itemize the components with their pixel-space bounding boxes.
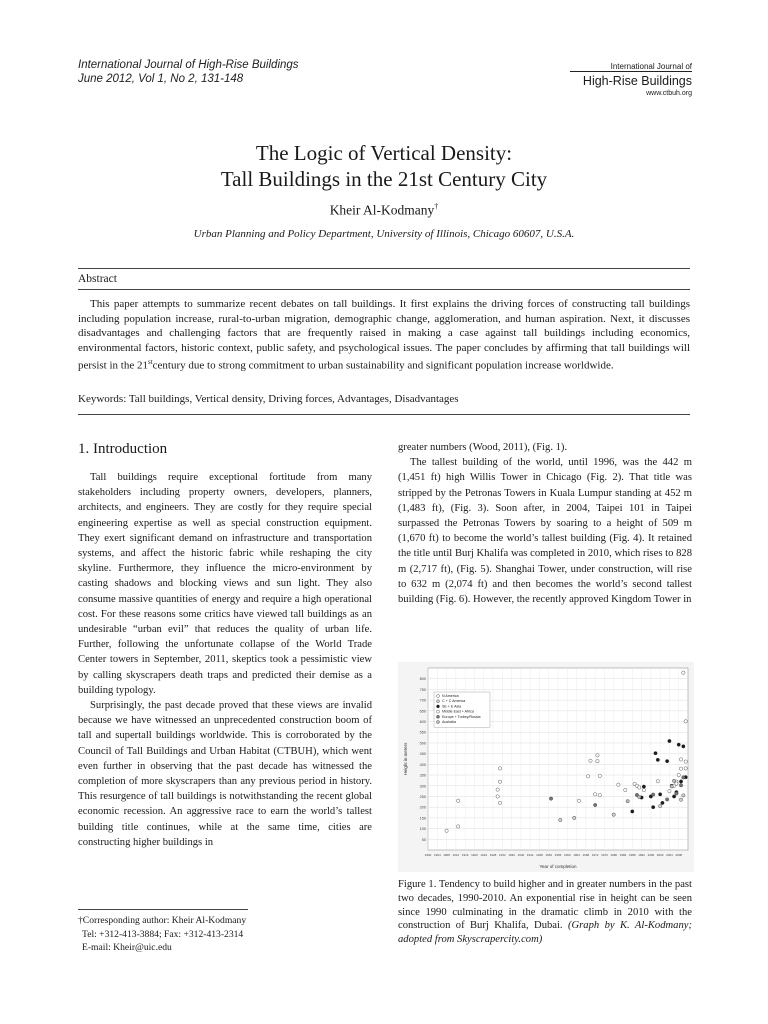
footnote-phone: Tel: +312-413-3884; Fax: +312-413-2314 (82, 928, 244, 940)
journal-logo (570, 58, 692, 97)
x-tick-label: 1972 (591, 853, 599, 857)
y-tick-label: 250 (419, 794, 426, 799)
legend-marker (437, 705, 440, 708)
data-point (617, 783, 620, 786)
keywords-rule (78, 414, 690, 415)
y-tick-label: 800 (419, 677, 426, 682)
data-point (559, 818, 562, 821)
logo-small-text: International Journal of (610, 62, 692, 71)
data-point (658, 804, 661, 807)
data-point (684, 720, 687, 723)
y-tick-label: 500 (419, 741, 426, 746)
data-point (668, 789, 671, 792)
x-tick-label: 1976 (601, 853, 608, 857)
y-tick-label: 650 (419, 709, 426, 714)
y-tick-label: 550 (419, 730, 426, 735)
section-heading-introduction: 1. Introduction (78, 441, 168, 457)
data-point (612, 813, 615, 816)
x-tick-label: 1932 (498, 853, 506, 857)
figure-1-chart (398, 662, 694, 872)
data-point (498, 780, 501, 783)
data-point (684, 760, 687, 763)
keywords: Keywords: Tall buildings, Vertical density, Driving forces, Advantages, Disadvantages (78, 393, 459, 405)
x-tick-label: 1984 (619, 853, 627, 857)
title-line-2: Tall Buildings in the 21st Century City (220, 167, 548, 191)
data-point (651, 793, 654, 796)
x-tick-label: 1944 (526, 853, 534, 857)
x-tick-label: 1908 (443, 853, 450, 857)
data-point (672, 795, 675, 798)
intro-paragraph-2-continued: greater numbers (Wood, 2011), (Fig. 1). (398, 442, 568, 453)
figure-caption (398, 878, 692, 947)
data-point (593, 793, 596, 796)
data-point (498, 767, 501, 770)
x-tick-label: 1952 (545, 853, 553, 857)
data-point (679, 798, 682, 801)
journal-citation (78, 58, 299, 86)
caption-text: Figure 1. Tendency to build higher and in greater numbers in the past two decades, 1990-2010. An exponential rise in height can be seen since 1990 culminating in the dramatic climb in 2010 with the construction of Burj Khalifa, Dubai. (398, 879, 692, 932)
data-point (675, 782, 678, 785)
x-axis-label: Year of completion (539, 864, 577, 869)
logo-rule (570, 71, 692, 72)
data-point (642, 785, 645, 788)
abstract-body (78, 297, 690, 374)
paper-title (78, 140, 690, 192)
legend-marker (437, 695, 440, 698)
data-point (624, 788, 627, 791)
data-point (682, 671, 685, 674)
data-point (642, 788, 645, 791)
abstract-heading: Abstract (78, 273, 117, 285)
data-point (496, 795, 499, 798)
data-point (679, 758, 682, 761)
y-tick-label: 150 (419, 816, 426, 821)
data-point (598, 793, 601, 796)
data-point (651, 805, 654, 808)
legend-label: Middle East + Africa (442, 709, 474, 714)
footnotes (78, 914, 246, 955)
abstract-top-rule (78, 268, 690, 269)
logo-main-text: High-Rise Buildings (582, 74, 692, 88)
x-tick-label: 2004 (666, 853, 673, 857)
y-tick-label: 700 (419, 698, 426, 703)
data-point (682, 794, 685, 797)
data-point (456, 825, 459, 828)
x-tick-label: 1992 (638, 853, 645, 857)
data-point (456, 799, 459, 802)
data-point (496, 788, 499, 791)
data-point (665, 759, 668, 762)
data-point (445, 829, 448, 832)
legend-label: Australia (442, 720, 456, 724)
author-mark: † (434, 202, 439, 211)
y-tick-label: 300 (419, 784, 426, 789)
intro-paragraph-1: Tall buildings require exceptional fortitude from many stakeholders including property owners, developers, planners, architects, and engineers. They are costly for they require special engineering expertise as well as special construction equipment. They exert significant demand on infrastructure and transportation systems, and affect the historic fabric while reshaping the city skyline. Furthermore, they influence the micro-environment by casting shadows and blocking views and sun light. They also consume massive quantities of energy and require a high operational cost. For these reasons some critics have viewed tall buildings as an undesirable “urban evil” that reduces the quality of urban life. Further, following the unfortunate collapse of the World Trade Center towers in September, 2011, skeptics took a pessimistic view by calling skyscrapers death traps and predicted their demise as a building typology. (78, 472, 372, 696)
y-tick-label: 750 (419, 687, 426, 692)
footnote-rule (78, 909, 248, 910)
legend-label: N America (442, 694, 459, 698)
y-tick-label: 400 (419, 762, 426, 767)
x-tick-label: 1968 (582, 853, 590, 857)
y-axis-label: Height in meters (403, 742, 408, 776)
data-point (498, 801, 501, 804)
x-tick-label: 1960 (563, 853, 571, 857)
data-point (661, 801, 664, 804)
affiliation: Urban Planning and Policy Department, University of Illinois, Chicago 60607, U.S.A. (193, 228, 575, 240)
data-point (596, 759, 599, 762)
y-tick-label: 450 (419, 752, 426, 757)
caption-credit: (Graph by K. Al-Kodmany; adopted from Skyscrapercity.com) (398, 920, 692, 946)
y-tick-label: 200 (419, 805, 426, 810)
data-point (549, 797, 552, 800)
data-point (626, 799, 629, 802)
y-tick-label: 100 (419, 827, 426, 832)
y-tick-label: 50 (421, 837, 426, 842)
x-tick-label: 1936 (508, 853, 515, 857)
legend-marker (437, 715, 440, 718)
data-point (589, 759, 592, 762)
x-tick-label: 1980 (610, 853, 618, 857)
x-tick-label: 1916 (461, 853, 469, 857)
data-point (593, 803, 596, 806)
x-tick-label: 1948 (536, 853, 543, 857)
right-column (398, 440, 692, 607)
x-tick-label: 1924 (480, 853, 488, 857)
data-point (638, 795, 641, 798)
data-point (631, 810, 634, 813)
x-tick-label: 1996 (647, 853, 655, 857)
x-tick-label: 1964 (573, 853, 580, 857)
abstract-text-a: This paper attempts to summarize recent debates on tall buildings. It first explains the driving forces of constructing tall buildings including population increase, rural-to-urban migration, demographic change, agglomeration, and human aspiration. Next, it discusses disadvantages and challenging factors that are frequently raised in making a case against tall buildings including economics, environmental factors, historic context, public safety, and psychological issues. The paper concludes by affirming that tall buildings will persist in the 21 (78, 298, 690, 373)
left-column (78, 470, 372, 850)
abstract-sup: st (147, 358, 153, 367)
footnote-email: E-mail: Kheir@uic.edu (82, 942, 172, 953)
data-point (675, 792, 678, 795)
data-point (573, 816, 576, 819)
data-point (665, 798, 668, 801)
abstract-head-rule (78, 289, 690, 290)
title-line-1: The Logic of Vertical Density: (255, 141, 513, 165)
legend-marker (437, 700, 440, 703)
y-tick-label: 600 (419, 720, 426, 725)
data-point (672, 779, 675, 782)
issue-info: June 2012, Vol 1, No 2, 131-148 (78, 73, 244, 85)
intro-paragraph-2: Surprisingly, the past decade proved that these views are invalid because we have witnessed an unprecedented construction boom of tall and supertall buildings worldwide. This is corroborated by the Council of Tall Buildings and Urban Habitat (CTBUH), which went even further in observing that the past decade has witnessed the completion of more skyscrapers than any previous period in history. This resurgence of tall buildings is notwithstanding the recent global economic recession. An aggressive race to earn the world’s tallest building title continues, while at the same time, cities are constructing higher buildings in (78, 700, 372, 848)
legend-marker (437, 710, 440, 713)
data-point (679, 767, 682, 770)
journal-name: International Journal of High-Rise Buildings (78, 59, 299, 71)
legend-label: SE + E Asia (442, 704, 462, 709)
data-point (668, 739, 671, 742)
x-tick-label: 1904 (433, 853, 441, 857)
legend-label: C + C America (442, 699, 466, 704)
x-tick-label: 1940 (517, 853, 525, 857)
legend-label: Europe + Turkey/Russia (442, 714, 481, 719)
legend-marker (437, 721, 440, 724)
abstract-text-b: century due to strong commitment to urban sustainability and significant population increase worldwide. (152, 360, 614, 373)
intro-paragraph-3: The tallest building of the world, until 1996, was the 442 m (1,451 ft) high Willis Tower in Chicago (Fig. 2). That title was stripped by the Petronas Towers in Kuala Lumpur standing at 452 m (1,483 ft), (Fig. 3). Soon after, in 2004, Taipei 101 in Taipei surpassed the Petronas Towers by soaring to a height of 509 m (1,670 ft) to become the world’s tallest building (Fig. 4). It retained the title until Burj Khalifa was completed in 2010, which rises to 828 m (2,717 ft), (Fig. 5). Shanghai Tower, under construction, will rise to 632 m (2,074 ft) and then becomes the world’s second tallest building (Fig. 6). However, the recently approved Kingdom Tower in (398, 457, 692, 606)
data-point (682, 745, 685, 748)
x-tick-label: 1988 (628, 853, 636, 857)
data-point (677, 743, 680, 746)
data-point (586, 775, 589, 778)
data-point (638, 786, 641, 789)
data-point (656, 758, 659, 761)
data-point (654, 752, 657, 755)
data-point (682, 776, 685, 779)
x-tick-label: 2000 (656, 853, 664, 857)
x-tick-label: 2008 (675, 853, 683, 857)
y-tick-label: 350 (419, 773, 426, 778)
x-tick-label: 1912 (452, 853, 460, 857)
data-point (684, 767, 687, 770)
chart-legend (434, 692, 490, 727)
data-point (658, 793, 661, 796)
data-point (679, 780, 682, 783)
author-line (78, 202, 690, 219)
x-tick-label: 1920 (471, 853, 478, 857)
data-point (598, 774, 601, 777)
data-point (656, 780, 659, 783)
data-point (577, 799, 580, 802)
footnote-author: †Corresponding author: Kheir Al-Kodmany (78, 915, 247, 926)
x-tick-label: 1900 (424, 853, 432, 857)
data-point (596, 754, 599, 757)
data-point (677, 773, 680, 776)
data-point (679, 784, 682, 787)
data-point (670, 785, 673, 788)
author-name: Kheir Al-Kodmany (329, 202, 435, 218)
x-tick-label: 1928 (489, 853, 497, 857)
logo-url: www.ctbuh.org (646, 90, 692, 97)
x-tick-label: 1956 (554, 853, 562, 857)
